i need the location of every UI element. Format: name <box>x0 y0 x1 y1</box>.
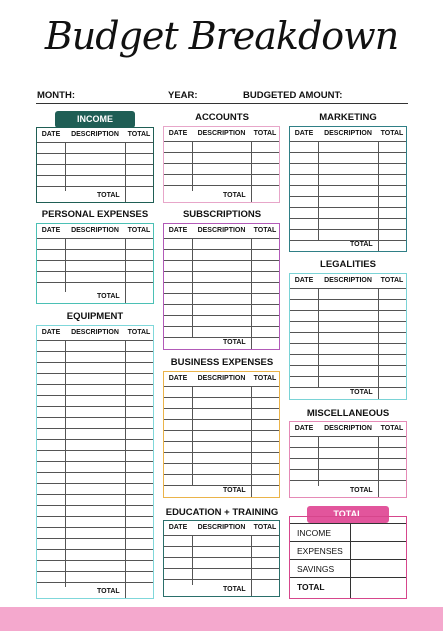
col-header-description: DESCRIPTION <box>71 131 119 138</box>
table-row-line <box>164 463 279 464</box>
col-divider <box>65 340 66 587</box>
col-header-description: DESCRIPTION <box>324 425 372 432</box>
table-row-line <box>164 337 279 338</box>
table-row-line <box>37 516 153 517</box>
col-header-total: TOTAL <box>127 131 151 138</box>
accounts-table[interactable] <box>163 126 280 203</box>
table-row-line <box>290 218 406 219</box>
table-row-line <box>290 299 406 300</box>
summary-row-savings[interactable] <box>290 559 406 577</box>
table-row-line <box>290 332 406 333</box>
total-row-label: TOTAL <box>223 339 246 346</box>
table-row-line <box>290 288 406 289</box>
table-row-line <box>290 141 406 142</box>
table-row-line <box>37 472 153 473</box>
col-header-total: TOTAL <box>127 329 151 336</box>
table-row-line <box>37 282 153 283</box>
personal-expenses-title: PERSONAL EXPENSES <box>41 209 149 220</box>
col-divider <box>251 141 252 202</box>
income-badge: INCOME <box>55 111 135 128</box>
table-row-line <box>164 326 279 327</box>
page-title: Budget Breakdown <box>44 14 399 58</box>
col-header-date: DATE <box>168 524 188 531</box>
miscellaneous-title: MISCELLANEOUS <box>306 408 390 419</box>
table-row-line <box>164 141 279 142</box>
subscriptions-title: SUBSCRIPTIONS <box>182 209 262 220</box>
table-row-line <box>164 249 279 250</box>
table-row-line <box>164 315 279 316</box>
table-row-line <box>37 428 153 429</box>
table-row-line <box>164 282 279 283</box>
table-row-line <box>37 395 153 396</box>
table-row-line <box>37 560 153 561</box>
table-row-line <box>37 142 153 143</box>
table-row-line <box>37 238 153 239</box>
table-row-line <box>290 343 406 344</box>
table-row-line <box>37 175 153 176</box>
table-row-line <box>37 164 153 165</box>
table-row-line <box>164 568 279 569</box>
col-header-total: TOTAL <box>253 524 277 531</box>
marketing-title: MARKETING <box>319 112 377 123</box>
table-row-line <box>290 240 406 241</box>
table-row-line <box>164 430 279 431</box>
table-row-line <box>37 260 153 261</box>
col-divider <box>318 288 319 388</box>
col-divider <box>251 386 252 497</box>
col-header-date: DATE <box>41 131 61 138</box>
table-row-line <box>37 271 153 272</box>
table-row-line <box>164 304 279 305</box>
col-divider <box>65 142 66 191</box>
total-row-label: TOTAL <box>350 241 373 248</box>
table-row-line <box>290 229 406 230</box>
summary-row-income[interactable] <box>290 523 406 541</box>
col-divider <box>192 386 193 486</box>
miscellaneous-table[interactable] <box>289 421 407 498</box>
table-row-line <box>164 397 279 398</box>
total-row-label: TOTAL <box>223 192 246 199</box>
col-header-total: TOTAL <box>380 425 404 432</box>
col-divider <box>192 535 193 585</box>
subscriptions-table[interactable] <box>163 223 280 350</box>
marketing-table[interactable] <box>289 126 407 252</box>
table-row-line <box>37 153 153 154</box>
month-label: MONTH: <box>37 90 75 101</box>
col-header-total: TOTAL <box>253 227 277 234</box>
summary-table[interactable] <box>289 516 407 599</box>
table-row-line <box>37 494 153 495</box>
table-row-line <box>37 406 153 407</box>
col-header-total: TOTAL <box>127 227 151 234</box>
table-row-line <box>37 186 153 187</box>
table-row-line <box>37 571 153 572</box>
personal-expenses-table[interactable] <box>36 223 154 304</box>
summary-total-label: TOTAL <box>297 582 325 592</box>
table-row-line <box>290 447 406 448</box>
table-row-line <box>37 373 153 374</box>
col-divider <box>318 436 319 486</box>
col-header-total: TOTAL <box>380 130 404 137</box>
col-header-date: DATE <box>294 277 314 284</box>
total-row-label: TOTAL <box>97 293 120 300</box>
table-row-line <box>290 365 406 366</box>
table-row-line <box>37 450 153 451</box>
table-row-line <box>37 351 153 352</box>
col-header-date: DATE <box>168 227 188 234</box>
table-row-line <box>164 419 279 420</box>
table-row-line <box>37 461 153 462</box>
summary-row-expenses[interactable] <box>290 541 406 559</box>
header-underline <box>36 103 408 104</box>
total-row-label: TOTAL <box>223 487 246 494</box>
table-row-line <box>164 474 279 475</box>
table-row-line <box>290 436 406 437</box>
table-row-line <box>37 549 153 550</box>
summary-row-total[interactable] <box>290 577 406 598</box>
summary-expenses-label: EXPENSES <box>297 546 343 556</box>
year-label: YEAR: <box>168 90 198 101</box>
col-header-description: DESCRIPTION <box>197 130 246 137</box>
table-row-line <box>37 417 153 418</box>
table-row-line <box>37 439 153 440</box>
total-row-label: TOTAL <box>223 586 246 593</box>
table-row-line <box>290 480 406 481</box>
table-row-line <box>37 362 153 363</box>
table-row-line <box>37 582 153 583</box>
total-row-label: TOTAL <box>350 487 373 494</box>
table-row-line <box>164 174 279 175</box>
col-header-date: DATE <box>294 130 314 137</box>
col-divider <box>192 141 193 191</box>
table-row-line <box>290 469 406 470</box>
table-row-line <box>290 196 406 197</box>
table-row-line <box>37 483 153 484</box>
table-row-line <box>290 185 406 186</box>
budgeted-amount-label: BUDGETED AMOUNT: <box>243 90 343 101</box>
table-row-line <box>37 527 153 528</box>
table-row-line <box>164 163 279 164</box>
income-table[interactable] <box>36 127 154 203</box>
summary-total-badge: TOTAL <box>307 506 389 523</box>
business-expenses-table[interactable] <box>163 371 280 498</box>
summary-savings-label: SAVINGS <box>297 564 335 574</box>
col-header-total: TOTAL <box>380 277 404 284</box>
table-row-line <box>290 387 406 388</box>
table-row-line <box>37 538 153 539</box>
col-divider <box>125 238 126 303</box>
table-row-line <box>290 458 406 459</box>
col-header-description: DESCRIPTION <box>197 524 246 531</box>
total-row-label: TOTAL <box>97 588 120 595</box>
total-row-label: TOTAL <box>97 192 120 199</box>
table-row-line <box>290 354 406 355</box>
col-header-description: DESCRIPTION <box>71 227 119 234</box>
table-row-line <box>37 384 153 385</box>
table-row-line <box>164 185 279 186</box>
table-row-line <box>290 321 406 322</box>
table-row-line <box>164 152 279 153</box>
table-row-line <box>290 163 406 164</box>
col-header-description: DESCRIPTION <box>197 375 246 382</box>
table-row-line <box>164 452 279 453</box>
accounts-title: ACCOUNTS <box>195 112 249 123</box>
col-header-description: DESCRIPTION <box>324 130 372 137</box>
bottom-decor-bar <box>0 607 443 631</box>
table-row-line <box>164 293 279 294</box>
table-row-line <box>164 546 279 547</box>
table-row-line <box>164 386 279 387</box>
table-row-line <box>164 441 279 442</box>
table-row-line <box>164 485 279 486</box>
col-header-date: DATE <box>168 375 188 382</box>
table-row-line <box>164 535 279 536</box>
education-training-title: EDUCATION + TRAINING <box>165 507 279 518</box>
legalities-table[interactable] <box>289 273 407 400</box>
col-divider <box>378 288 379 399</box>
business-expenses-title: BUSINESS EXPENSES <box>170 357 274 368</box>
col-divider <box>65 238 66 292</box>
col-divider <box>251 238 252 349</box>
table-row-line <box>164 260 279 261</box>
col-divider <box>125 142 126 202</box>
col-header-date: DATE <box>41 227 61 234</box>
table-row-line <box>37 249 153 250</box>
table-row-line <box>290 310 406 311</box>
total-row-label: TOTAL <box>350 389 373 396</box>
table-row-line <box>290 174 406 175</box>
table-row-line <box>164 271 279 272</box>
col-header-description: DESCRIPTION <box>197 227 246 234</box>
col-header-description: DESCRIPTION <box>324 277 372 284</box>
legalities-title: LEGALITIES <box>320 259 376 270</box>
col-divider <box>192 238 193 338</box>
education-training-table[interactable] <box>163 520 280 597</box>
table-row-line <box>290 376 406 377</box>
col-header-total: TOTAL <box>253 375 277 382</box>
table-row-line <box>290 207 406 208</box>
col-header-description: DESCRIPTION <box>71 329 119 336</box>
table-row-line <box>164 238 279 239</box>
table-row-line <box>164 557 279 558</box>
table-row-line <box>164 579 279 580</box>
col-divider <box>378 141 379 251</box>
equipment-table[interactable] <box>36 325 154 599</box>
col-header-date: DATE <box>294 425 314 432</box>
col-header-date: DATE <box>41 329 61 336</box>
table-row-line <box>37 505 153 506</box>
col-divider <box>378 436 379 497</box>
table-row-line <box>164 408 279 409</box>
table-row-line <box>37 340 153 341</box>
col-divider <box>318 141 319 240</box>
col-divider <box>125 340 126 598</box>
summary-income-label: INCOME <box>297 528 331 538</box>
col-header-date: DATE <box>168 130 188 137</box>
col-header-total: TOTAL <box>253 130 277 137</box>
table-row-line <box>290 152 406 153</box>
equipment-title: EQUIPMENT <box>66 311 124 322</box>
col-divider <box>251 535 252 596</box>
